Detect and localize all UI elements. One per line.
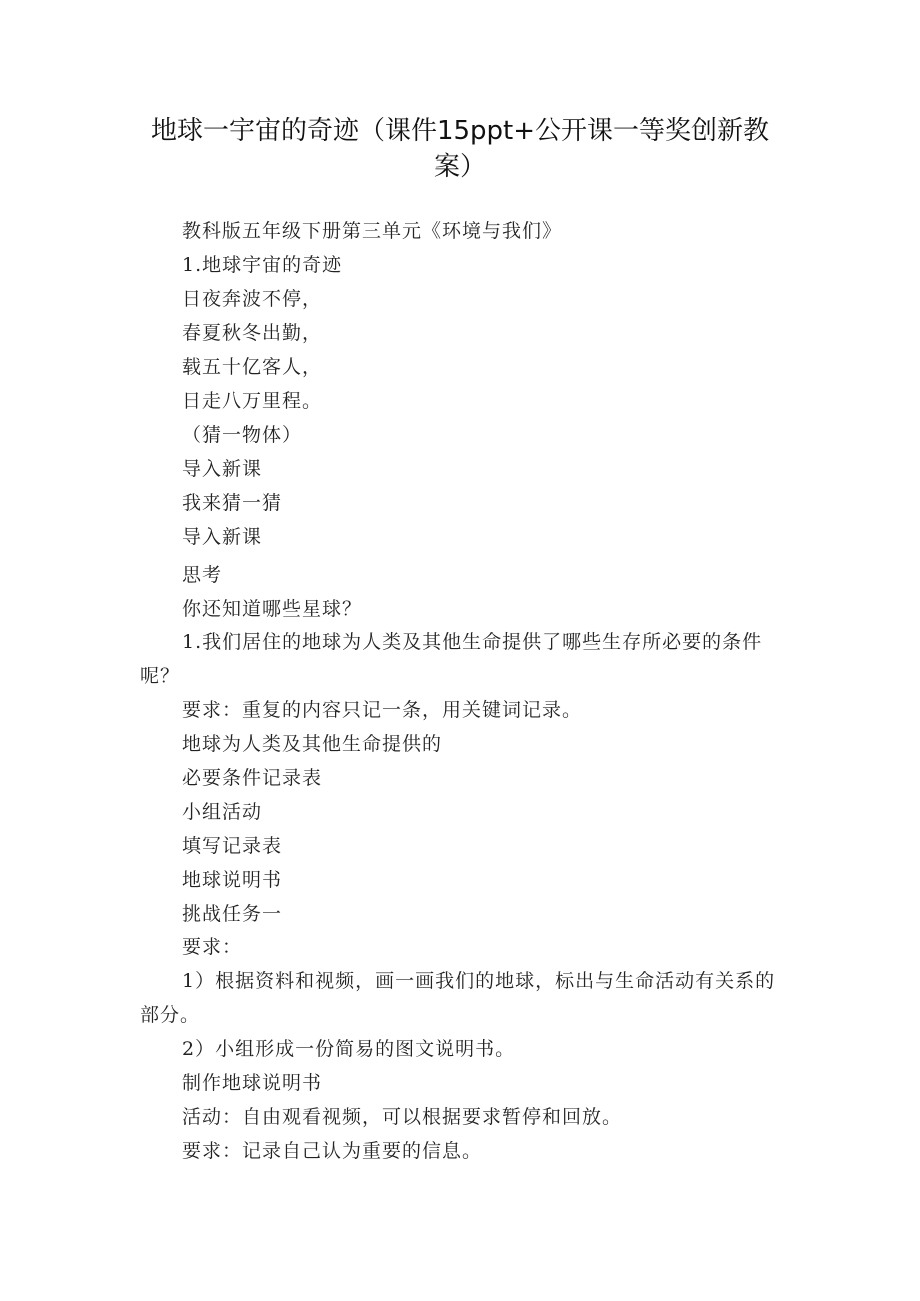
paragraph-line: 教科版五年级下册第三单元《环境与我们》 bbox=[182, 220, 563, 242]
document-title bbox=[140, 113, 780, 185]
document-title-line-2: 案） bbox=[433, 152, 486, 182]
paragraph-line: 地球说明书 bbox=[182, 869, 283, 891]
paragraph-line: 小组活动 bbox=[182, 801, 263, 823]
paragraph-line: 活动：自由观看视频，可以根据要求暂停和回放。 bbox=[182, 1106, 623, 1128]
paragraph-line: 日走八万里程。 bbox=[182, 390, 323, 412]
paragraph-line: 挑战任务一 bbox=[182, 903, 283, 925]
paragraph-line: 你还知道哪些星球？ bbox=[182, 598, 363, 620]
paragraph-line: 要求： bbox=[182, 936, 243, 958]
paragraph-line: 部分。 bbox=[140, 1004, 201, 1026]
paragraph-line: 导入新课 bbox=[182, 526, 263, 548]
document-title-line-1: 地球一宇宙的奇迹（课件15ppt+公开课一等奖创新教 bbox=[150, 116, 770, 146]
paragraph-line: 思考 bbox=[182, 564, 223, 586]
paragraph-line: 要求：记录自己认为重要的信息。 bbox=[182, 1140, 483, 1162]
paragraph-line: 导入新课 bbox=[182, 458, 263, 480]
paragraph-line: 1）根据资料和视频，画一画我们的地球，标出与生命活动有关系的 bbox=[182, 970, 776, 992]
paragraph-line: 要求：重复的内容只记一条，用关键词记录。 bbox=[182, 699, 583, 721]
paragraph-line: 地球为人类及其他生命提供的 bbox=[182, 733, 443, 755]
paragraph-line: （猜一物体） bbox=[182, 424, 303, 446]
paragraph-line: 呢？ bbox=[140, 665, 181, 687]
paragraph-line: 制作地球说明书 bbox=[182, 1072, 323, 1094]
paragraph-line: 填写记录表 bbox=[182, 835, 283, 857]
paragraph-line: 1.地球宇宙的奇迹 bbox=[182, 254, 343, 276]
paragraph-line: 我来猜一猜 bbox=[182, 492, 283, 514]
paragraph-line: 载五十亿客人， bbox=[182, 356, 323, 378]
paragraph-line: 春夏秋冬出勤， bbox=[182, 322, 323, 344]
paragraph-line: 1.我们居住的地球为人类及其他生命提供了哪些生存所必要的条件 bbox=[182, 631, 763, 653]
paragraph-line: 2）小组形成一份简易的图文说明书。 bbox=[182, 1038, 516, 1060]
paragraph-line: 日夜奔波不停， bbox=[182, 288, 323, 310]
paragraph-line: 必要条件记录表 bbox=[182, 767, 323, 789]
